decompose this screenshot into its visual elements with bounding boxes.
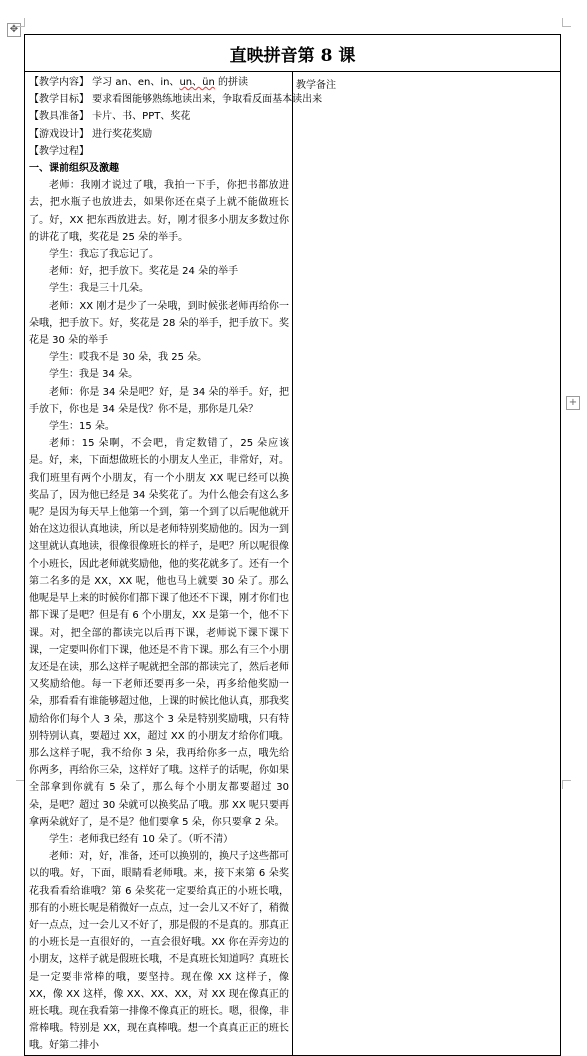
dialogue-paragraph: 学生：哎我不是 30 朵，我 25 朵。	[49, 352, 208, 364]
notes-cell[interactable]	[293, 72, 561, 1056]
dialogue-paragraph: 老师：15 朵啊，不会吧，肯定数错了，25 朵应该是。好，来，下面想做班长的小朋友人坐正，非常好，对。我们班里有两个小朋友，有一个小朋友 XX 呢已经可以换奖品了，因为他已经是 34 朵奖花了。为什么他会有这么多呢？是因为每天早上他第一个到，第一个到了以后呢他就开始在这边很认真地读，所以是老师特别奖励他的。因为一到这里就认真地读，很像很像班长的样子，是吧？所以呢很像个小班长，因此老师就奖励他，他的奖花就多了。还有一个第二名多的是 XX，XX 呢，他也马上就要 30 朵了。那么他呢是早上来的时候你们都下课了他还不下课，刚才你们也都下课了是吧？但是有 6 个小朋友，XX 是第一个，他不下课。对，把全部的都读完以后再下课，老师说下课下课下课，一定要叫你们下课，他还是不肯下课。那么有三个小朋友还是在读，那么这样子呢就把全部的都读完了，然后老师又奖励给他。每一下老师还要再多一朵，再多给他奖励一朵，那看看有谁能够超过他，上课的时候比他认真，那我奖励给你们每个人 3 朵，那这个 3 朵是特别奖励哦，只有特别特别认真，要超过 XX，超过 XX 的小朋友才给你们哦。那么这样子呢，我不给你 3 朵，我再给你多一点，哦先给你两多，再给你三朵，这样好了哦。这样子的话呢，你如果全部拿到你就有 5 朵了，那么每个小朋友都要超过 30 朵，是吧？超过 30 朵就可以换奖品了哦。那 XX 呢只要再拿两朵就好了，是不是？他们要拿 5 朵，你只要拿 2 朵。	[29, 438, 289, 828]
dialogue-paragraph: 老师：XX 刚才是少了一朵哦，到时候张老师再给你一朵哦，把手放下。好，奖花是 28 朵的举手，把手放下。奖花是 30 朵的举手	[29, 300, 289, 347]
dialogue-paragraph: 学生：老师我已经有 10 朵了。（听不清）	[49, 833, 234, 845]
dialogue-paragraph: 老师：你是 34 朵是吧？好，是 34 朵的举手。好，把手放下，你也是 34 朵是伐？你不是，那你是几朵？	[29, 386, 289, 415]
dialogue-paragraph: 老师：好，把手放下。奖花是 24 朵的举手	[49, 266, 239, 278]
header-line-goal: 【教学目标】 要求看图能够熟练地读出来，争取看反面基本读出来	[29, 94, 323, 106]
header-line-game: 【游戏设计】 进行奖花奖励	[29, 128, 153, 140]
header-line-tools: 【教具准备】 卡片、书、PPT、奖花	[29, 111, 191, 123]
dialogue-paragraph: 老师：我刚才说过了哦，我拍一下手，你把书都放进去，把水瓶子也放进去，如果你还在桌子上就不能做班长了。好，XX 把东西放进去。好，刚才很多小朋友多数过你的讲花了哦，奖花是 25 朵的举手。	[29, 180, 289, 243]
dialogue-paragraph: 学生：我忘了我忘记了。	[49, 249, 159, 261]
page-corner-mark	[562, 18, 571, 27]
page-corner-mark	[16, 18, 25, 27]
dialogue-paragraph: 学生：我是 34 朵。	[49, 369, 139, 381]
notes-header: 教学备注	[296, 80, 336, 91]
header-line-process: 【教学过程】	[29, 145, 89, 157]
section-heading: 一、课前组织及激趣	[29, 163, 119, 175]
dialogue-paragraph: 学生：我是三十几朵。	[49, 283, 149, 295]
dialogue-paragraph: 学生：15 朵。	[49, 421, 115, 433]
lesson-plan-table	[24, 34, 561, 1056]
page-corner-mark	[562, 780, 571, 789]
add-column-plus-icon[interactable]: +	[566, 396, 580, 410]
dialogue-paragraph: 老师：对，好，准备，还可以换别的，换尺子这些都可以的哦。好，下面，眼睛看老师哦。来，接下来第 6 朵奖花我看看给谁哦？第 6 朵奖花一定要给真正的小班长哦，那有的小班长呢是稍微好一点点，过一会儿又不好了，稍微好一点点，过一会儿又不好了，那是假的不是真的。那真正的小班长是一直很好的，一直会很好哦。XX 你在弄旁边的小朋友，这样子就是假班长哦，不是真班长知道吗？真班长是一定要非常棒的哦，要坚持。现在像 XX 这样子，像 XX，像 XX 这样，像 XX、XX、XX，对 XX 现在像真正的班长哦。现在我看第一排像不像真正的班长。嗯，很像，非常棒哦。特别是 XX，现在真棒哦。想一个真真正正的班长哦。好第二排小	[29, 851, 289, 1052]
document-title[interactable]: 直映拼音第 8 课	[25, 35, 561, 72]
header-line-content: 【教学内容】 学习 an、en、in、un、ün 的拼读	[29, 77, 248, 88]
table-move-handle-icon[interactable]: ✥	[7, 23, 21, 37]
